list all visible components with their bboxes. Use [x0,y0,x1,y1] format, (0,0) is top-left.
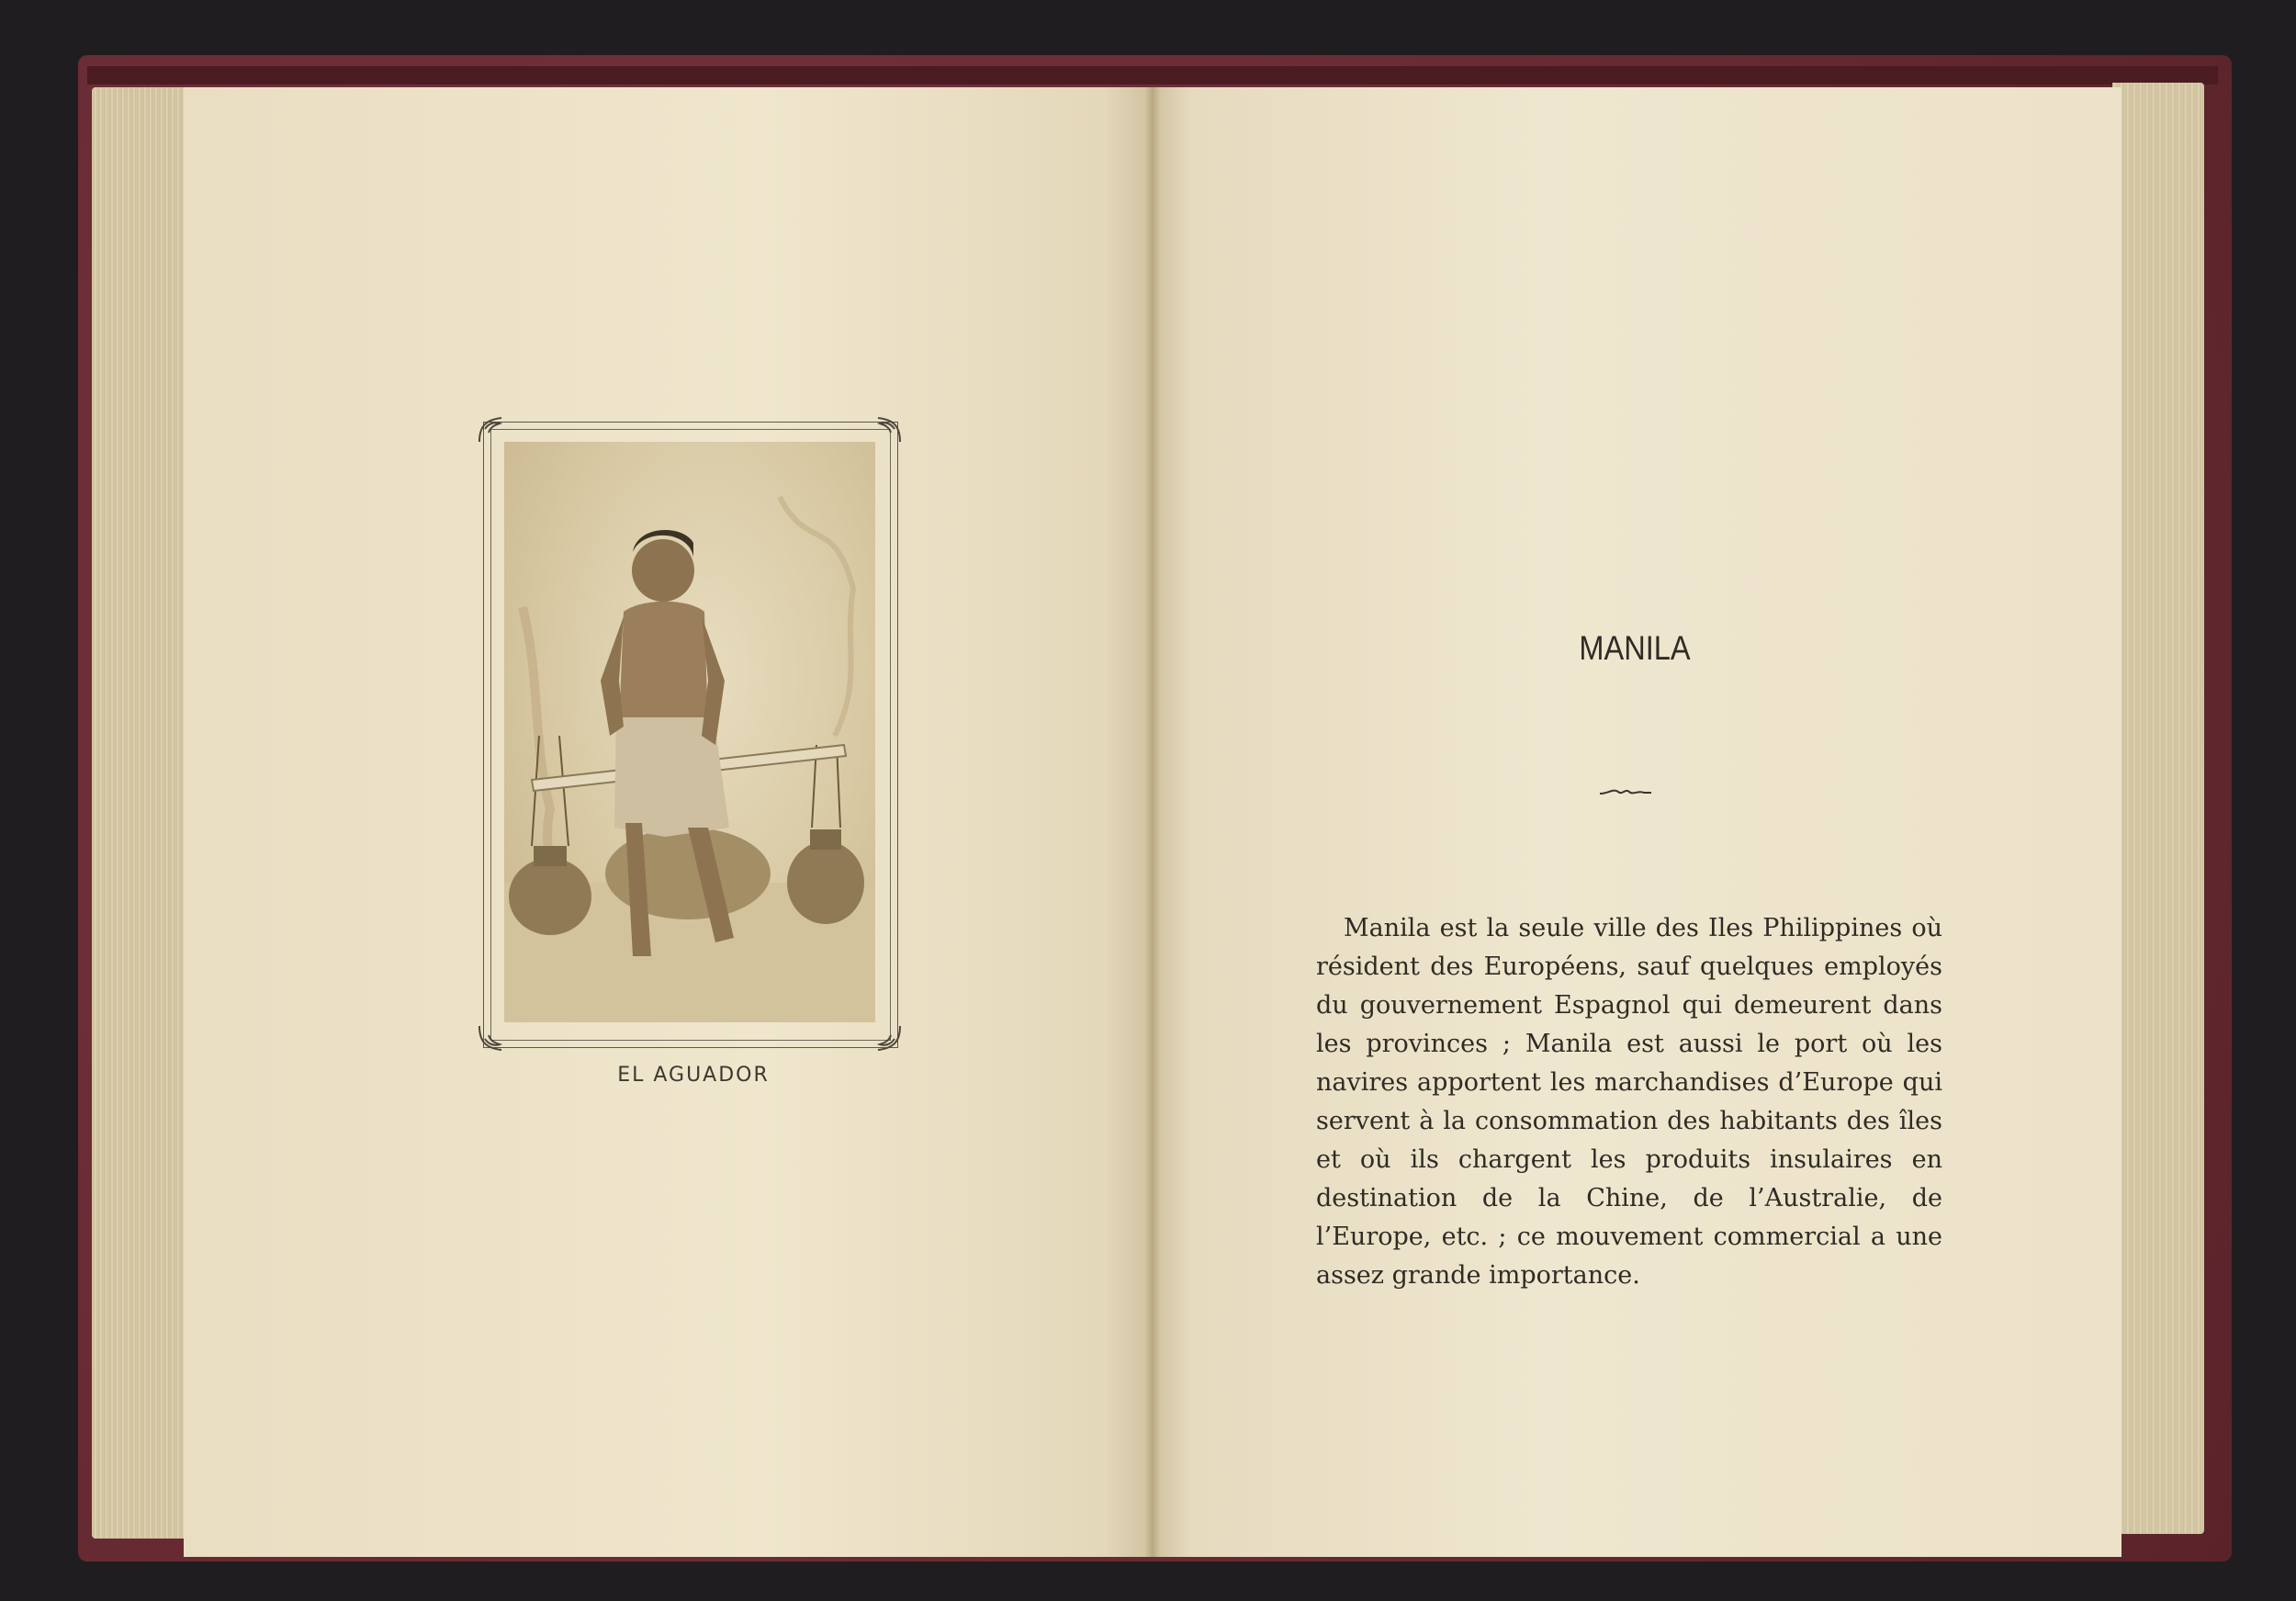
page-edges-right [2112,83,2204,1534]
chapter-title: MANILA [1579,629,1691,667]
water-carrier-photo-icon [504,442,875,1022]
page-edges-left [92,87,188,1539]
book-gutter [1143,87,1162,1557]
corner-ornament-icon [476,414,507,445]
cover-spine-edge [87,66,2218,85]
photograph [504,442,875,1022]
corner-ornament-icon [872,1022,904,1054]
corner-ornament-icon [872,414,904,445]
right-page [1153,87,2122,1557]
photo-caption: EL AGUADOR [617,1064,770,1087]
chapter-body [1316,909,1942,1295]
divider-ornament-icon [1598,783,1653,801]
corner-ornament-icon [476,1022,507,1054]
body-paragraph: Manila est la seule ville des Iles Philippines où résident des Européens, sauf quelques employés du gouvernement Espagnol qui demeurent dans les provinces ; Manila est aussi le port où les navires apportent les marchandises d’Europe qui servent à la consommation des habitants des îles et où ils chargent les produits insulaires en destination de la Chine, de l’Australie, de l’Europe, etc. ; ce mouvement commercial a une assez grande importance. [1316,914,1942,1290]
